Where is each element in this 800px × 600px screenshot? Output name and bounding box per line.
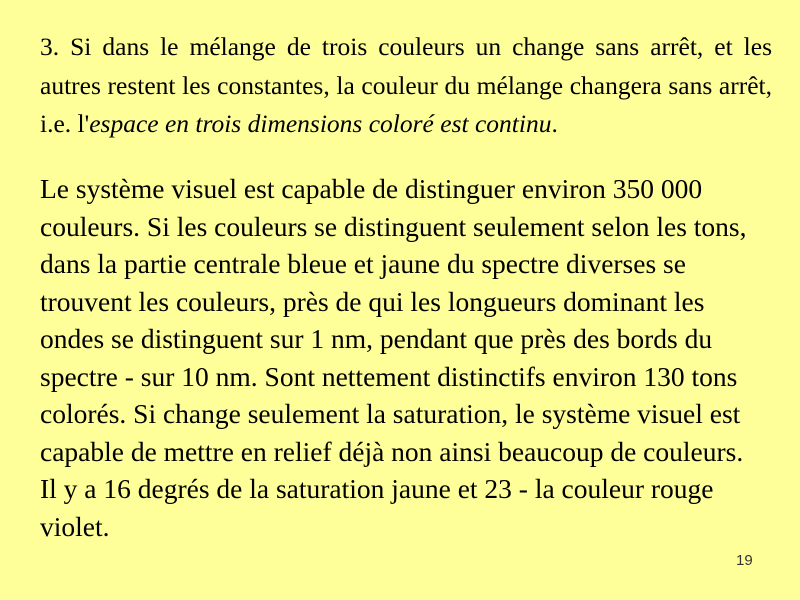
paragraph-visual-system: Le système visuel est capable de distinguer environ 350 000 couleurs. Si les couleurs se distinguent seulement selon les tons, dans la partie centrale bleue et jaune du spectre diverses se trouvent les couleurs, près de qui les longueurs dominant les ondes se distinguent sur 1 nm, pendant que près des bords du spectre - sur 10 nm. Sont nettement distinctifs environ 130 tons colorés. Si change seulement la saturation, le système visuel est capable de mettre en relief déjà non ainsi beaucoup de couleurs. Il y a 16 degrés de la saturation jaune et 23 - la couleur rouge violet. (40, 173, 747, 542)
paragraph-point-3-end-text: . (551, 109, 558, 138)
paragraph-point-3 (40, 28, 772, 144)
page-number: 19 (736, 552, 753, 569)
paragraph-point-3-regular-text: 3. Si dans le mélange de trois couleurs un change sans arrêt, et les autres restent les constantes, la couleur du mélange changera sans arrêt, i.e. l' (40, 32, 772, 138)
paragraph-point-3-italic-text: espace en trois dimensions coloré est continu (89, 109, 552, 138)
